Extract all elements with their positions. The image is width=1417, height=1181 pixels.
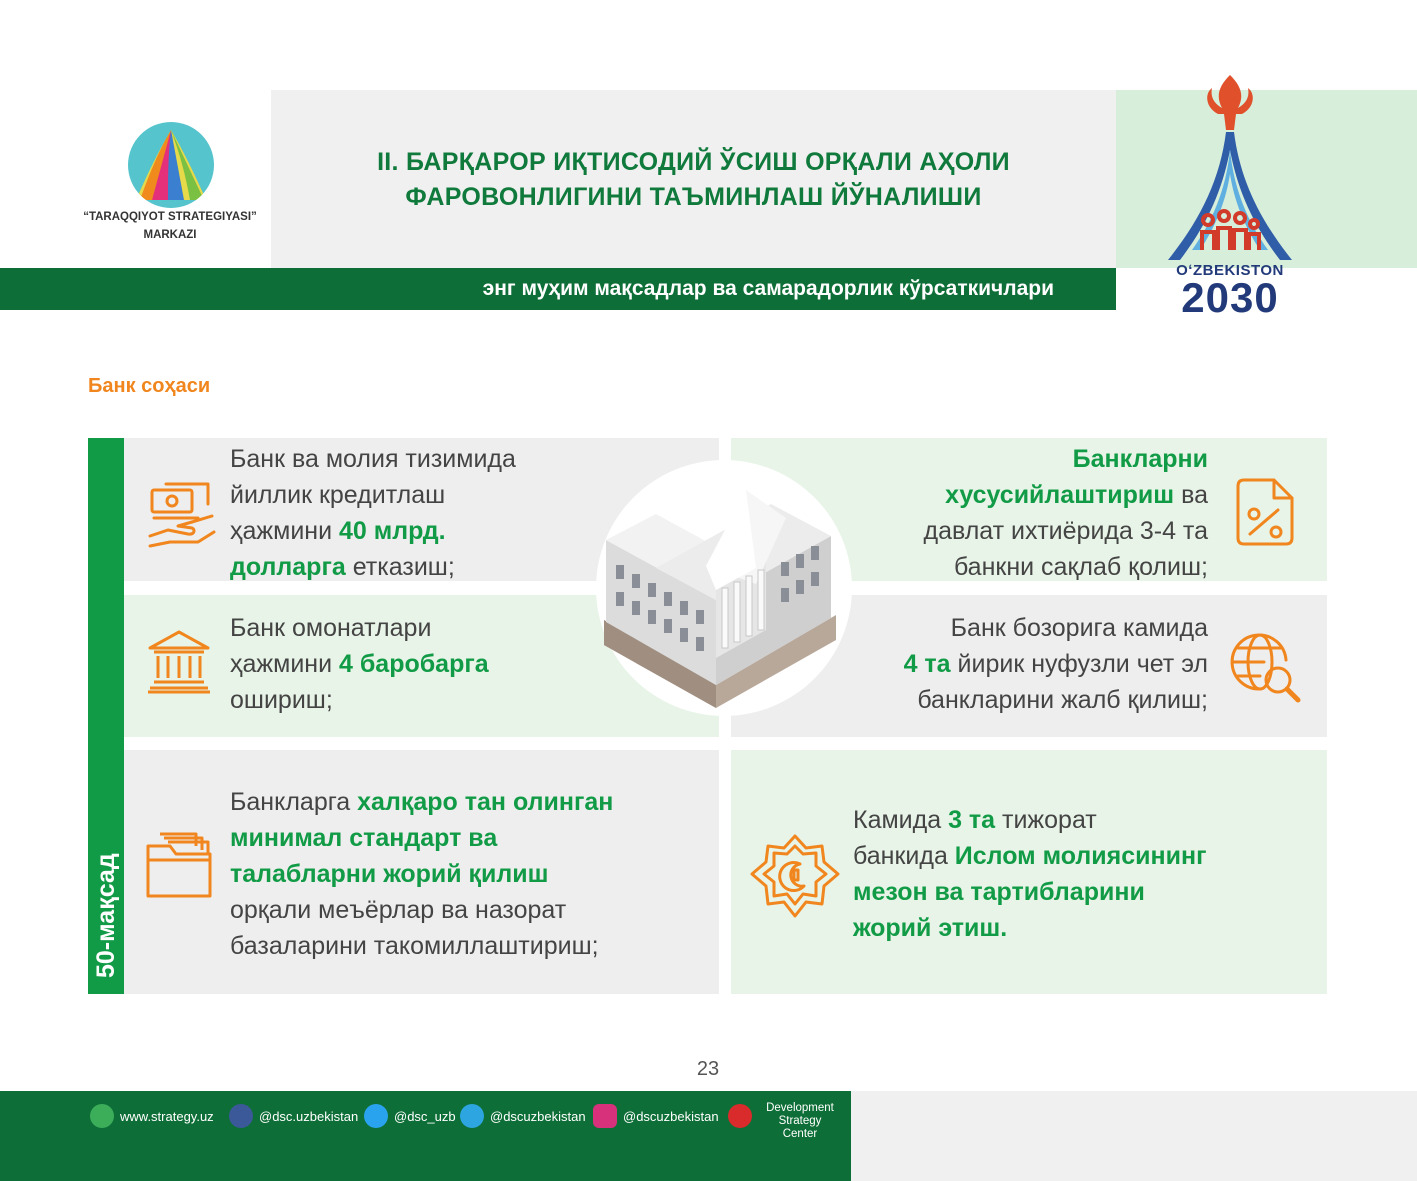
standards-line1b: халқаро тан олинган (357, 788, 614, 816)
telegram-icon (460, 1104, 484, 1128)
credit-currency: долларга (230, 553, 346, 581)
islamic-line3: мезон ва тартибларини (853, 878, 1145, 906)
dsc-line1: Development (766, 1102, 834, 1114)
credit-text (230, 441, 516, 585)
percent-document-icon (1230, 474, 1300, 548)
section-title: Банк соҳаси (88, 375, 211, 397)
deposits-line1: Банк омонатлари (230, 614, 432, 642)
dsc-line2: Strategy Center (778, 1115, 822, 1140)
folder-icon (144, 830, 214, 900)
facebook-icon (229, 1104, 253, 1128)
org-name-line2: MARKAZI (143, 229, 197, 241)
credit-amount: 40 млрд. (339, 517, 446, 545)
credit-line1: Банк ва молия тизимида (230, 445, 516, 473)
deposits-line2a: ҳажмини (230, 650, 339, 678)
youtube-link[interactable] (728, 1100, 758, 1132)
instagram-icon (593, 1104, 617, 1128)
standards-line5: базаларини такомиллаштириш; (230, 932, 599, 960)
deposits-multiplier: 4 баробарга (339, 650, 489, 678)
bank-icon (146, 628, 212, 694)
privatization-line4: банкни сақлаб қолиш; (953, 553, 1208, 581)
standards-line4: орқали меъёрлар ва назорат (230, 896, 567, 924)
privatization-line3: давлат ихтиёрида 3-4 та (923, 517, 1208, 545)
youtube-icon (728, 1104, 752, 1128)
privatization-line1: Банкларни (1072, 445, 1208, 473)
standards-text (230, 784, 613, 964)
facebook-text: @dsc.uzbekistan (259, 1108, 359, 1124)
foreign-line2b: йирик нуфузли чет эл (950, 650, 1208, 678)
globe-search-icon (1230, 632, 1302, 704)
website-text: www.strategy.uz (120, 1108, 214, 1124)
goal-label: 50-мақсад (92, 853, 120, 978)
privatization-line2a: хусусийлаштириш (945, 481, 1175, 509)
title-line1: II. БАРҚАРОР ИҚТИСОДИЙ ЎСИШ ОРҚАЛИ АҲОЛИ (377, 148, 1010, 176)
foreign-banks-text (800, 610, 1208, 718)
instagram-link[interactable] (593, 1100, 719, 1132)
islamic-line1c: тижорат (995, 806, 1097, 834)
footer-grey-area (851, 1091, 1417, 1181)
telegram-text: @dscuzbekistan (490, 1108, 586, 1124)
page-subtitle: энг муҳим мақсадлар ва самарадорлик кўрсаткичлари (482, 277, 1054, 300)
islamic-finance-text (853, 802, 1207, 946)
dsc-caption (760, 1102, 840, 1141)
twitter-text: @dsc_uzb (394, 1108, 456, 1124)
instagram-text: @dscuzbekistan (623, 1108, 719, 1124)
title-line2: ФАРОВОНЛИГИНИ ТАЪМИНЛАШ ЙЎНАЛИШИ (405, 183, 982, 211)
twitter-link[interactable] (364, 1100, 456, 1132)
tent-logo-icon (128, 122, 214, 208)
logo-year: 2030 (1181, 274, 1279, 321)
twitter-icon (364, 1104, 388, 1128)
islamic-line2b: Ислом молиясининг (954, 842, 1207, 870)
facebook-link[interactable] (229, 1100, 358, 1132)
website-link[interactable] (90, 1100, 214, 1132)
organization-logo (70, 118, 270, 258)
foreign-line1: Банк бозорига камида (950, 614, 1208, 642)
money-hand-icon (148, 478, 216, 548)
credit-line2: йиллик кредитлаш (230, 481, 446, 509)
standards-line1a: Банкларга (230, 788, 358, 816)
page-number: 23 (696, 1058, 720, 1080)
standards-line3: талабларни жорий қилиш (230, 860, 549, 888)
page-title (271, 145, 1116, 215)
logo-country-name: OʻZBEKISTON (1176, 262, 1284, 279)
foreign-count: 4 та (903, 650, 951, 678)
islamic-line1a: Камида (853, 806, 949, 834)
telegram-link[interactable] (460, 1100, 586, 1132)
deposits-text (230, 610, 489, 718)
islamic-count: 3 та (948, 806, 996, 834)
standards-line2: минимал стандарт ва (230, 824, 498, 852)
islamic-line4: жорий этиш. (853, 914, 1008, 942)
credit-line4b: етказиш; (345, 553, 455, 581)
globe-icon (90, 1104, 114, 1128)
privatization-text (850, 441, 1208, 585)
credit-line3a: ҳажмини (230, 517, 339, 545)
deposits-line3: ошириш; (230, 686, 333, 714)
islamic-line2a: банкида (853, 842, 955, 870)
foreign-line3: банкларини жалб қилиш; (917, 686, 1208, 714)
privatization-line2b: ва (1174, 481, 1208, 509)
org-name-line1: “TARAQQIYOT STRATEGIYASI” (83, 211, 257, 223)
crescent-star-icon (750, 834, 840, 918)
